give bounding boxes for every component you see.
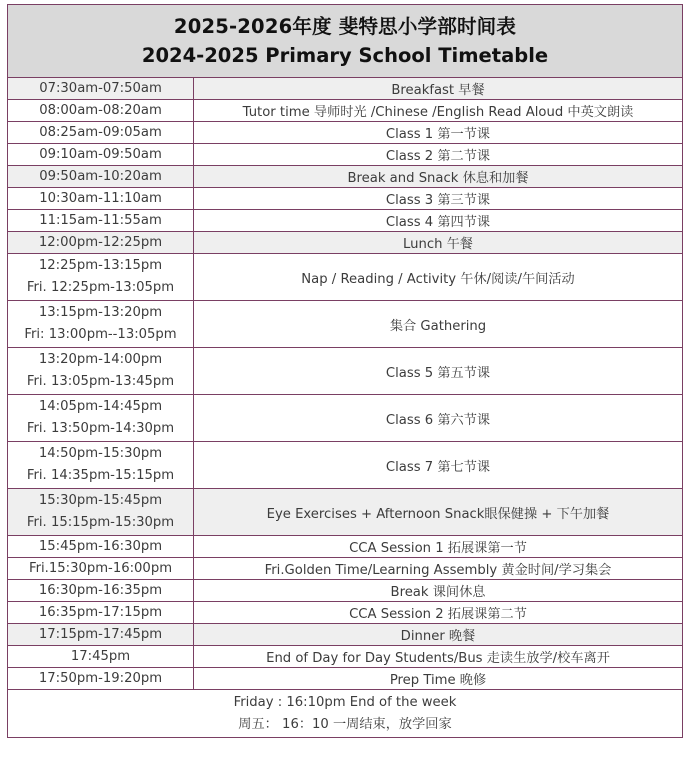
time-cell (8, 78, 194, 99)
time-cell (8, 602, 194, 623)
time-text: 14:05pm-14:45pm (38, 399, 163, 414)
table-row (8, 536, 682, 558)
activity-cell: End of Day for Day Students/Bus 走读生放学/校车离开 (266, 651, 610, 666)
title-chinese: 2025-2026年度 斐特思小学部时间表 (173, 15, 517, 38)
time-cell (8, 489, 194, 535)
time-cell (8, 580, 194, 601)
time-cell (8, 122, 194, 143)
footer-line-english: Friday : 16:10pm End of the week (233, 694, 457, 710)
activity-cell: Lunch 午餐 (402, 237, 473, 252)
table-row (8, 122, 682, 144)
table-row (8, 624, 682, 646)
time-cell (8, 536, 194, 557)
time-text: 09:10am-09:50am (39, 146, 162, 162)
table-row (8, 646, 682, 668)
table-row (8, 442, 682, 489)
table-row (8, 395, 682, 442)
time-text: 12:00pm-12:25pm (38, 234, 163, 250)
time-cell (8, 254, 194, 300)
time-text: Fri.15:30pm-16:00pm (28, 560, 173, 576)
title-english: 2024-2025 Primary School Timetable (141, 44, 549, 67)
activity-cell: Tutor time 导师时光 /Chinese /English Read Aloud 中英文朗读 (242, 105, 634, 120)
footer-line-chinese: 周五： 16：10 一周结束，放学回家 (238, 716, 452, 732)
time-cell (8, 668, 194, 689)
table-row (8, 100, 682, 122)
time-text: Fri. 13:05pm-13:45pm (26, 374, 175, 389)
table-row (8, 254, 682, 301)
activity-cell: Break 课间休息 (390, 585, 486, 600)
table-row (8, 232, 682, 254)
time-text: 14:50pm-15:30pm (38, 446, 163, 461)
table-row (8, 580, 682, 602)
time-cell (8, 166, 194, 187)
table-row (8, 78, 682, 100)
time-text: 11:15am-11:55am (39, 212, 162, 228)
timetable (7, 4, 683, 738)
title-block (8, 5, 682, 78)
time-cell (8, 624, 194, 645)
activity-cell: Fri.Golden Time/Learning Assembly 黄金时间/学习集会 (264, 563, 612, 578)
time-text: 16:30pm-16:35pm (38, 582, 163, 598)
time-text: 17:50pm-19:20pm (38, 670, 163, 686)
time-cell (8, 188, 194, 209)
activity-cell: Break and Snack 休息和加餐 (347, 171, 529, 186)
table-row (8, 210, 682, 232)
activity-cell: Class 1 第一节课 (385, 127, 491, 142)
activity-cell: Nap / Reading / Activity 午休/阅读/午间活动 (301, 271, 575, 287)
time-text: Fri. 13:50pm-14:30pm (26, 421, 175, 436)
time-text: Fri. 12:25pm-13:05pm (26, 280, 175, 295)
table-row (8, 558, 682, 580)
time-cell (8, 210, 194, 231)
activity-cell: Eye Exercises + Afternoon Snack眼保健操 + 下午加餐 (266, 506, 610, 522)
table-row (8, 489, 682, 536)
time-cell (8, 100, 194, 121)
time-text: 12:25pm-13:15pm (38, 258, 163, 273)
activity-cell: Breakfast 早餐 (391, 83, 485, 98)
time-text: 07:30am-07:50am (39, 80, 162, 96)
time-text: Fri. 14:35pm-15:15pm (26, 468, 175, 483)
table-row (8, 348, 682, 395)
time-text: 15:30pm-15:45pm (38, 493, 163, 508)
activity-cell: Class 6 第六节课 (385, 412, 491, 428)
activity-cell: CCA Session 2 拓展课第二节 (349, 607, 527, 622)
time-text: 10:30am-11:10am (39, 190, 162, 206)
activity-cell: Class 3 第三节课 (385, 193, 491, 208)
activity-cell: Prep Time 晚修 (389, 673, 487, 688)
time-cell (8, 646, 194, 667)
time-text: 08:00am-08:20am (39, 102, 162, 118)
time-text: 17:15pm-17:45pm (38, 626, 163, 642)
table-row (8, 602, 682, 624)
activity-cell: Class 4 第四节课 (385, 215, 491, 230)
time-text: 08:25am-09:05am (39, 124, 162, 140)
activity-cell: CCA Session 1 拓展课第一节 (349, 541, 527, 556)
time-text: Fri: 13:00pm--13:05pm (24, 327, 177, 342)
activity-cell: 集合 Gathering (389, 318, 487, 334)
time-text: 15:45pm-16:30pm (38, 538, 163, 554)
activity-cell: Class 5 第五节课 (385, 365, 491, 381)
activity-cell: Class 2 第二节课 (385, 149, 491, 164)
table-row (8, 166, 682, 188)
table-row (8, 188, 682, 210)
time-text: 09:50am-10:20am (39, 168, 162, 184)
time-text: 17:45pm (70, 648, 131, 664)
time-text: 13:15pm-13:20pm (38, 305, 163, 320)
table-row (8, 144, 682, 166)
time-cell (8, 301, 194, 347)
timetable-rows (8, 78, 682, 690)
time-text: Fri. 15:15pm-15:30pm (26, 515, 175, 530)
time-cell (8, 442, 194, 488)
time-cell (8, 232, 194, 253)
activity-cell: Dinner 晚餐 (400, 629, 476, 644)
time-cell (8, 558, 194, 579)
footer-note (8, 690, 682, 737)
time-cell (8, 395, 194, 441)
activity-cell: Class 7 第七节课 (385, 459, 491, 475)
table-row (8, 668, 682, 690)
time-cell (8, 144, 194, 165)
time-text: 13:20pm-14:00pm (38, 352, 163, 367)
table-row (8, 301, 682, 348)
time-text: 16:35pm-17:15pm (38, 604, 163, 620)
time-cell (8, 348, 194, 394)
